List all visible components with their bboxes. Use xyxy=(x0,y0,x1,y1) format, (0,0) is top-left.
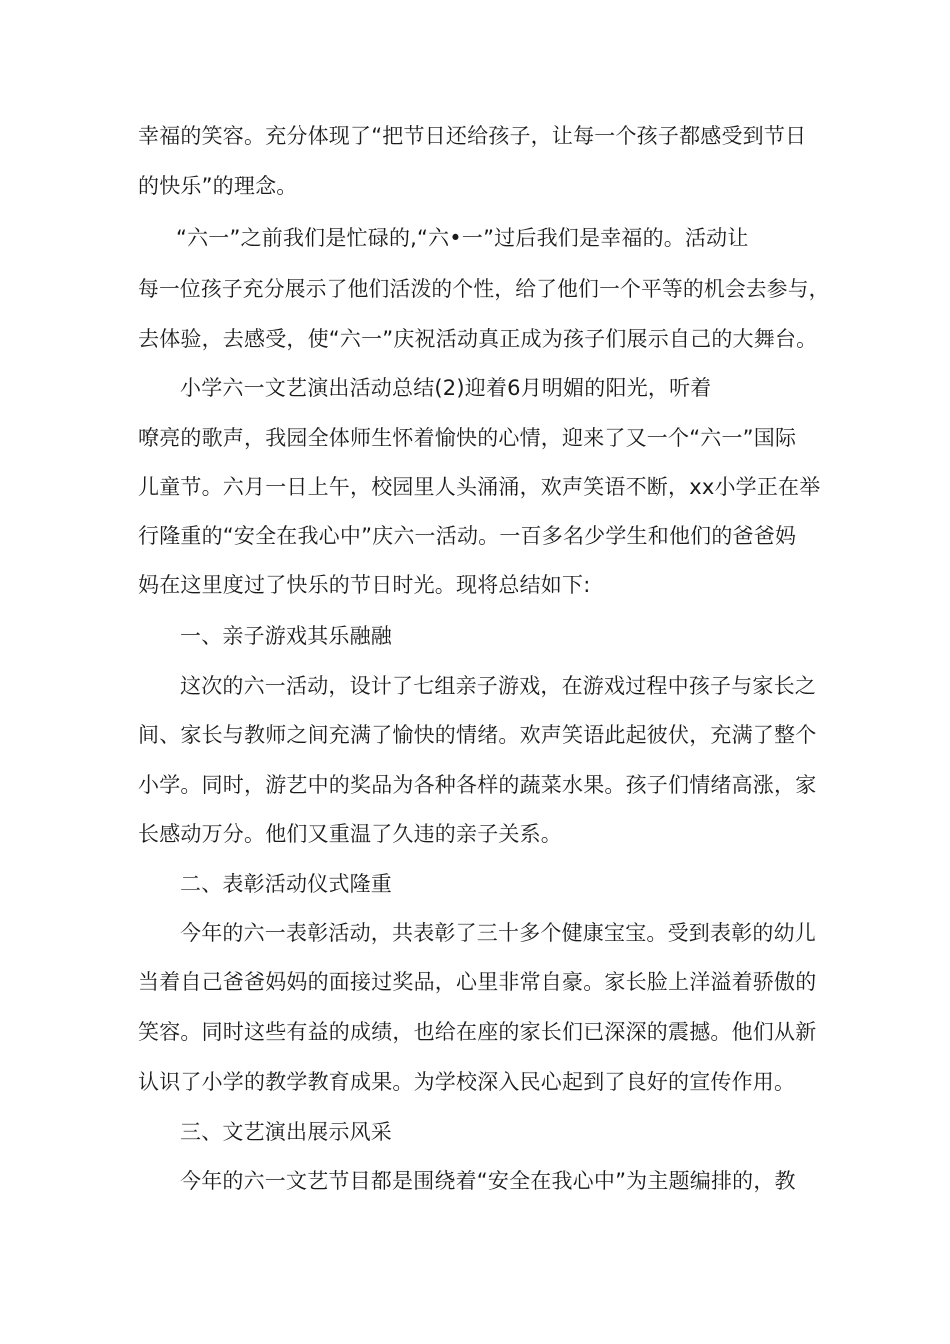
text-line: 今年的六一文艺节目都是围绕着“安全在我心中”为主题编排的，教 xyxy=(180,1169,796,1193)
text-line: 长感动万分。他们又重温了久违的亲子关系。 xyxy=(138,822,562,846)
text-line: 认识了小学的教学教育成果。为学校深入民心起到了良好的宣传作用。 xyxy=(138,1070,796,1094)
text-line: 笑容。同时这些有益的成绩，也给在座的家长们已深深的震撼。他们从新 xyxy=(138,1020,817,1044)
text-line: 行隆重的“安全在我心中”庆六一活动。一百多名少学生和他们的爸爸妈 xyxy=(138,524,797,548)
text-line: 幸福的笑容。充分体现了“把节日还给孩子，让每一个孩子都感受到节日 xyxy=(138,124,807,148)
text-line: 小学六一文艺演出活动总结(2)迎着6月明媚的阳光，听着 xyxy=(180,376,712,400)
section-heading: 二、表彰活动仪式隆重 xyxy=(180,872,392,896)
section-heading: 三、文艺演出展示风采 xyxy=(180,1120,392,1144)
text-line: 的快乐”的理念。 xyxy=(138,174,298,198)
text-line: 小学。同时，游艺中的奖品为各种各样的蔬菜水果。孩子们情绪高涨，家 xyxy=(138,773,817,797)
text-line: “六一”之前我们是忙碌的,“六•一”过后我们是幸福的。活动让 xyxy=(176,226,749,250)
text-line: 这次的六一活动，设计了七组亲子游戏，在游戏过程中孩子与家长之 xyxy=(180,674,816,698)
text-line: 嘹亮的歌声，我园全体师生怀着愉快的心情，迎来了又一个“六一”国际 xyxy=(138,426,797,450)
text-line: 今年的六一表彰活动，共表彰了三十多个健康宝宝。受到表彰的幼儿 xyxy=(180,921,816,945)
section-heading: 一、亲子游戏其乐融融 xyxy=(180,624,392,648)
text-line: 儿童节。六月一日上午，校园里人头涌涌，欢声笑语不断，xx小学正在举 xyxy=(138,475,821,499)
text-line: 去体验，去感受，使“六一”庆祝活动真正成为孩子们展示自己的大舞台。 xyxy=(138,327,818,351)
text-line: 每一位孩子充分展示了他们活泼的个性，给了他们一个平等的机会去参与， xyxy=(138,277,830,301)
text-line: 妈在这里度过了快乐的节日时光。现将总结如下: xyxy=(138,573,591,597)
text-line: 当着自己爸爸妈妈的面接过奖品，心里非常自豪。家长脸上洋溢着骄傲的 xyxy=(138,970,817,994)
text-line: 间、家长与教师之间充满了愉快的情绪。欢声笑语此起彼伏，充满了整个 xyxy=(138,723,817,747)
